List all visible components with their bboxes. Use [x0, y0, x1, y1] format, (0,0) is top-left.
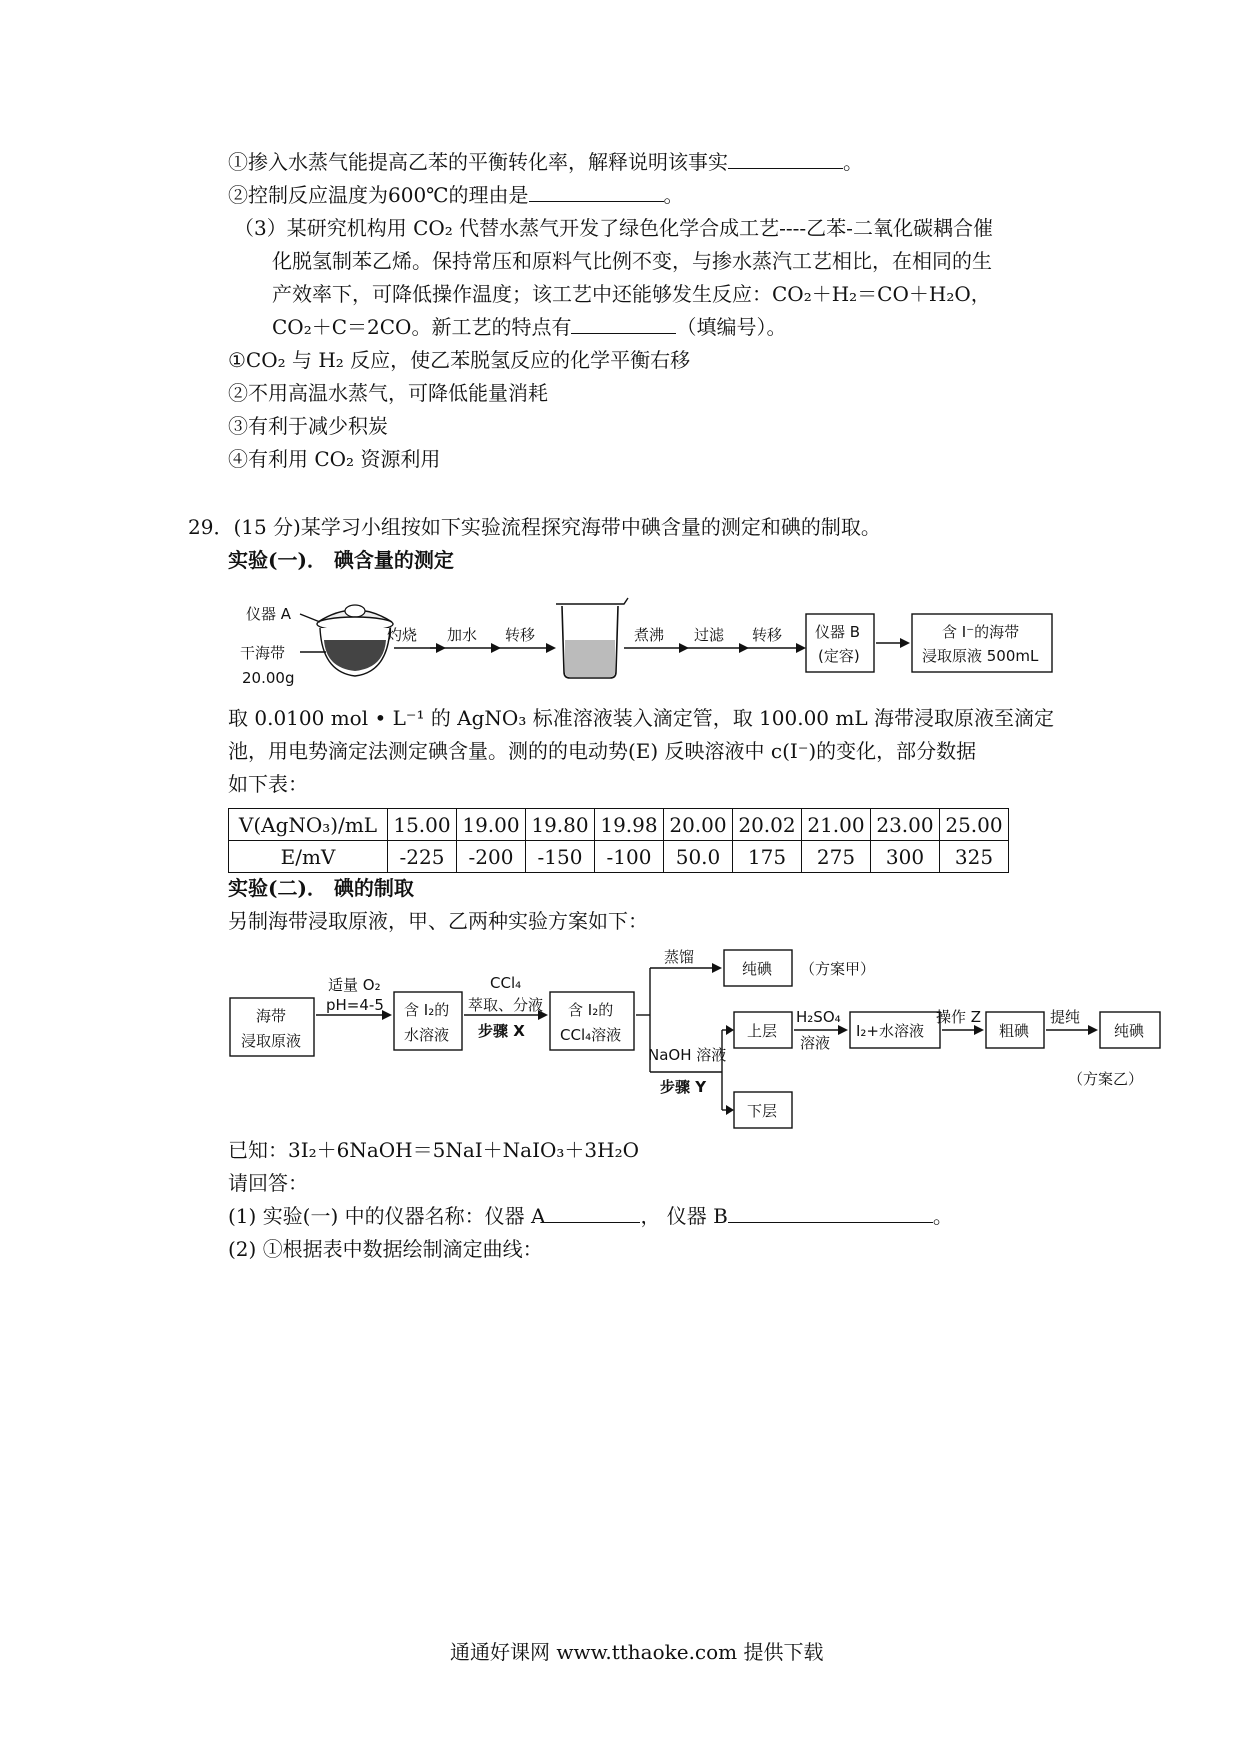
extract-line-2: 浸取原液 500mL [922, 647, 1039, 665]
table-cell: -150 [526, 841, 595, 873]
box-text: 粗碘 [999, 1022, 1030, 1040]
distill-label: 蒸馏 [664, 948, 695, 966]
arrow-label: H₂SO₄ [796, 1008, 841, 1026]
q28-line-1: ①掺入水蒸气能提高乙苯的平衡转化率，解释说明该事实 。 [228, 150, 863, 174]
q29-heading: 29．(15 分)某学习小组按如下实验流程探究海带中碘含量的测定和碘的制取。 [188, 515, 881, 539]
q28-line-3: （3）某研究机构用 CO₂ 代替水蒸气开发了绿色化学合成工艺----乙苯-二氧化碳耦合催 [234, 216, 993, 240]
table-cell: 25.00 [940, 809, 1009, 841]
box-text: 上层 [747, 1022, 778, 1040]
extract-line-1: 含 I⁻的海带 [942, 623, 1020, 641]
arrow-label: pH=4-5 [326, 996, 384, 1014]
instrument-b-label: 仪器 B [815, 623, 861, 641]
table-cell: 19.00 [457, 809, 526, 841]
sub-question-1: (1) 实验(一) 中的仪器名称：仪器 A ， 仪器 B 。 [228, 1204, 953, 1228]
q28-option-3: ③有利于减少积炭 [228, 414, 388, 438]
mass-label: 20.00g [242, 669, 295, 687]
arrow-label: 提纯 [1050, 1008, 1081, 1026]
footer: 通通好课网 www.tthaoke.com 提供下载 [450, 1640, 824, 1664]
q29-para-1: 取 0.0100 mol • L⁻¹ 的 AgNO₃ 标准溶液装入滴定管，取 100.00 mL 海带浸取原液至滴定 [228, 706, 1054, 730]
q29-para-3: 如下表： [228, 772, 308, 796]
dry-kelp-label: 干海带 [240, 644, 286, 662]
table-cell: 23.00 [871, 809, 940, 841]
arrow-label: 萃取、分液 [468, 996, 544, 1014]
step-y-label: 步骤 Y [660, 1078, 707, 1096]
table-cell: 275 [802, 841, 871, 873]
box-text: 浸取原液 [241, 1032, 302, 1050]
plan-b-label: （方案乙） [1068, 1070, 1144, 1088]
q28-line-2: ②控制反应温度为600℃的理由是 。 [228, 183, 684, 207]
table-cell: -100 [595, 841, 664, 873]
q28-line-5: 产效率下，可降低操作温度；该工艺中还能够发生反应：CO₂＋H₂＝CO＋H₂O， [272, 282, 991, 306]
box-text: 海带 [256, 1007, 287, 1025]
table-header-e: E/mV [229, 841, 388, 873]
arrow-label: 操作 Z [936, 1008, 982, 1026]
q28-line-4: 化脱氢制苯乙烯。保持常压和原料气比例不变，与掺水蒸汽工艺相比，在相同的生 [272, 249, 992, 273]
q29-para-2: 池，用电势滴定法测定碘含量。测的的电动势(E) 反映溶液中 c(I⁻)的变化，部分数据 [228, 739, 977, 763]
box-text: 水溶液 [404, 1026, 450, 1044]
step-burn: 灼烧 [387, 626, 418, 644]
box-text: I₂+水溶液 [856, 1022, 925, 1040]
step-filter: 过滤 [694, 626, 725, 644]
table-cell: -200 [457, 841, 526, 873]
step-transfer: 转移 [505, 626, 536, 644]
table-cell: 19.80 [526, 809, 595, 841]
answer-blank-a[interactable] [545, 1204, 640, 1223]
q29-para-4: 另制海带浸取原液，甲、乙两种实验方案如下： [228, 909, 648, 933]
sub-question-2: (2) ①根据表中数据绘制滴定曲线： [228, 1237, 543, 1261]
q28-line-6: CO₂＋C＝2CO。新工艺的特点有 （填编号）。 [272, 315, 787, 339]
step-x-label: 步骤 X [478, 1022, 525, 1040]
arrow-label: 适量 O₂ [328, 976, 381, 994]
known-equation: 已知：3I₂＋6NaOH＝5NaI＋NaIO₃＋3H₂O [228, 1138, 639, 1162]
arrow-label: CCl₄ [490, 974, 522, 992]
table-cell: 175 [733, 841, 802, 873]
table-cell: 325 [940, 841, 1009, 873]
q28-option-2: ②不用高温水蒸气，可降低能量消耗 [228, 381, 548, 405]
step-transfer-2: 转移 [752, 626, 783, 644]
box-text: 含 I₂的 [404, 1001, 450, 1019]
plan-a-label: （方案甲） [800, 960, 876, 978]
box-text: 纯碘 [742, 960, 773, 978]
exp1-title: 实验(一)． 碘含量的测定 [228, 548, 454, 572]
box-text: CCl₄溶液 [560, 1026, 622, 1044]
table-cell: -225 [388, 841, 457, 873]
table-cell: 20.00 [664, 809, 733, 841]
box-text: 下层 [747, 1102, 778, 1120]
instrument-b-note: (定容) [818, 647, 860, 665]
q28-option-4: ④有利用 CO₂ 资源利用 [228, 447, 441, 471]
q28-option-1: ①CO₂ 与 H₂ 反应，使乙苯脱氢反应的化学平衡右移 [228, 348, 691, 372]
table-cell: 15.00 [388, 809, 457, 841]
table-cell: 21.00 [802, 809, 871, 841]
step-boil: 煮沸 [634, 626, 665, 644]
table-header-v: V(AgNO₃)/mL [229, 809, 388, 841]
table-cell: 300 [871, 841, 940, 873]
table-cell: 50.0 [664, 841, 733, 873]
exp2-title: 实验(二)． 碘的制取 [228, 876, 414, 900]
please-answer: 请回答： [228, 1171, 308, 1195]
box-text: 纯碘 [1114, 1022, 1145, 1040]
arrow-label: 溶液 [800, 1034, 831, 1052]
box-text: 含 I₂的 [568, 1001, 614, 1019]
table-cell: 20.02 [733, 809, 802, 841]
answer-blank-b[interactable] [728, 1204, 933, 1223]
step-water: 加水 [447, 626, 478, 644]
instrument-a-label: 仪器 A [246, 605, 292, 623]
naoh-label: NaOH 溶液 [648, 1046, 727, 1064]
table-cell: 19.98 [595, 809, 664, 841]
